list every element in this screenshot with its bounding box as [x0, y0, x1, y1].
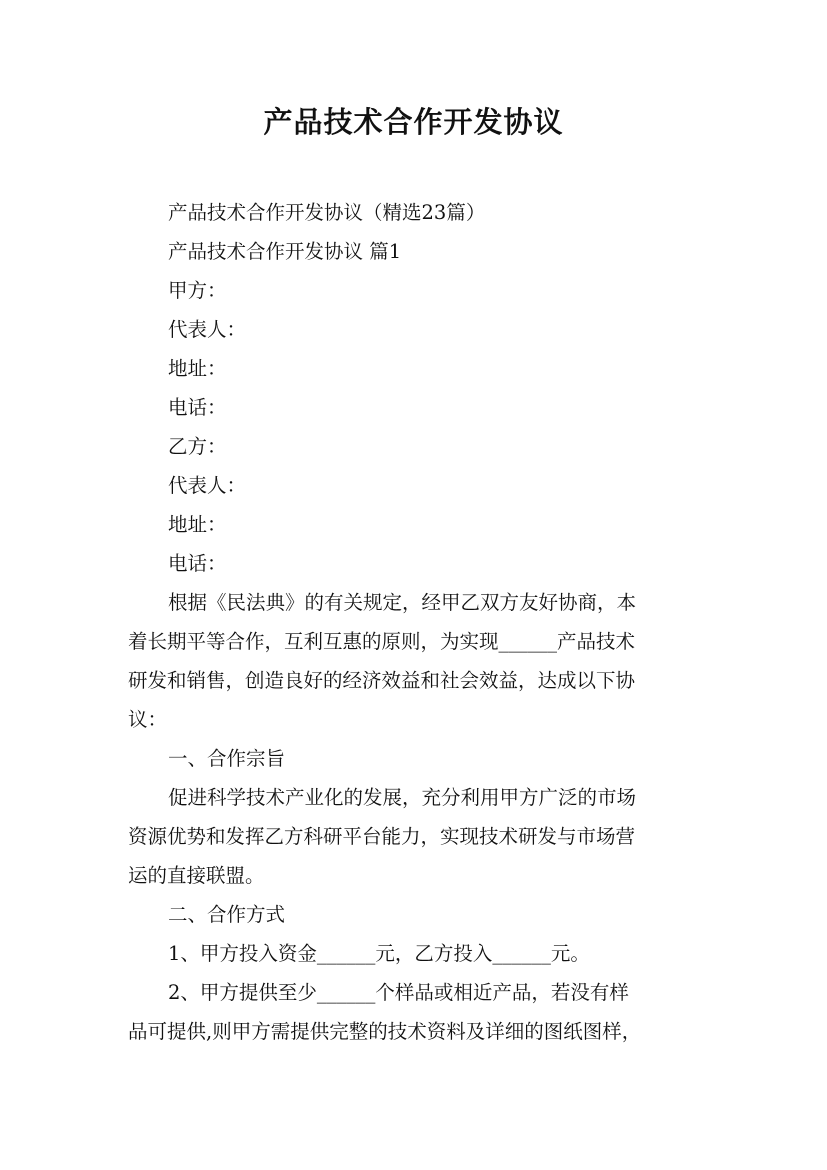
method-item-2-line-1: 2、甲方提供至少______个样品或相近产品，若没有样 [168, 981, 629, 1004]
party-b-representative: 代表人： [168, 474, 247, 497]
intro-line-4: 议： [128, 708, 168, 731]
purpose-line-1: 促进科学技术产业化的发展，充分利用甲方广泛的市场 [168, 786, 637, 809]
purpose-line-3: 运的直接联盟。 [128, 864, 265, 887]
party-a-address: 地址： [168, 357, 227, 380]
method-item-1: 1、甲方投入资金______元，乙方投入______元。 [168, 942, 590, 965]
heading-method: 二、合作方式 [168, 903, 286, 926]
document-title: 产品技术合作开发协议 [263, 105, 564, 139]
document-body [128, 193, 703, 1051]
party-b-address: 地址： [168, 513, 227, 536]
subtitle: 产品技术合作开发协议（精选23篇） [168, 201, 486, 224]
intro-line-1: 根据《民法典》的有关规定，经甲乙双方友好协商，本 [168, 591, 637, 614]
heading-purpose: 一、合作宗旨 [168, 747, 286, 770]
party-b-phone: 电话： [168, 552, 227, 575]
purpose-line-2: 资源优势和发挥乙方科研平台能力，实现技术研发与市场营 [128, 825, 636, 848]
party-a-representative: 代表人： [168, 318, 247, 341]
party-a-label: 甲方： [168, 279, 227, 302]
party-b-label: 乙方： [168, 435, 227, 458]
section-heading: 产品技术合作开发协议 篇1 [168, 240, 402, 263]
intro-line-3: 研发和销售，创造良好的经济效益和社会效益，达成以下协 [128, 669, 636, 692]
intro-line-2: 着长期平等合作，互利互惠的原则，为实现______产品技术 [128, 630, 636, 653]
method-item-2-line-2: 品可提供,则甲方需提供完整的技术资料及详细的图纸图样， [128, 1020, 642, 1043]
party-a-phone: 电话： [168, 396, 227, 419]
